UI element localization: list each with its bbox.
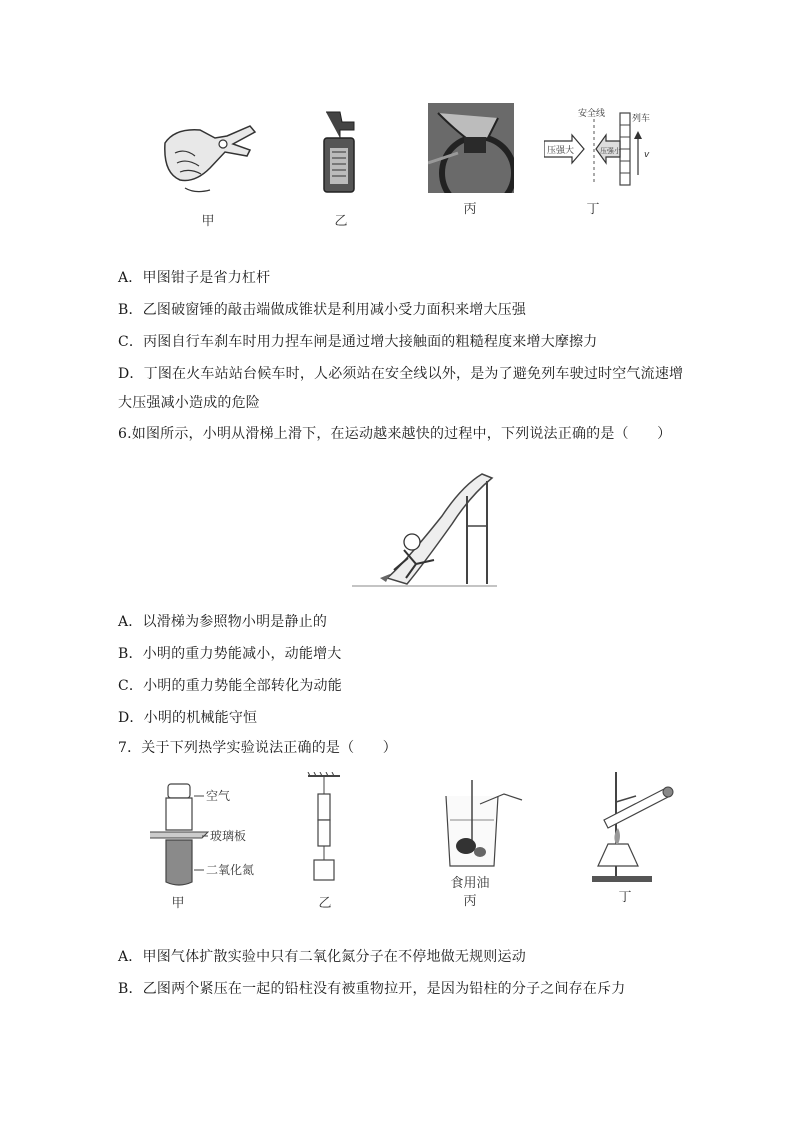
q5-option-c: C．丙图自行车刹车时用力捏车闸是通过增大接触面的粗糙程度来增大摩擦力 <box>118 334 598 350</box>
air-label: 空气 <box>206 789 231 803</box>
low-pressure-label: 压强小 <box>600 147 621 155</box>
train-label: 列车 <box>632 114 651 124</box>
q7-option-b: B．乙图两个紧压在一起的铅柱没有被重物拉开，是因为铅柱的分子之间存在斥力 <box>118 981 626 997</box>
q6-option-a: A．以滑梯为参照物小明是静止的 <box>118 614 328 630</box>
figure-train-station <box>544 105 664 195</box>
q7-option-a: A．甲图气体扩散实验中只有二氧化氮分子在不停地做无规则运动 <box>118 949 526 965</box>
figure-pliers <box>155 108 265 198</box>
figure-beaker-oil <box>440 780 530 870</box>
q6-option-b: B．小明的重力势能减小，动能增大 <box>118 646 342 662</box>
fig-caption-yi: 乙 <box>334 214 348 229</box>
fig-caption-jia-7: 甲 <box>171 896 185 911</box>
q5-option-d-cont: 大压强减小造成的危险 <box>118 395 260 411</box>
q5-option-a: A．甲图钳子是省力杠杆 <box>118 270 271 286</box>
fig-caption-bing-7: 丙 <box>463 894 477 909</box>
figure-bike-brake <box>428 103 514 193</box>
safety-line-label: 安全线 <box>578 109 606 119</box>
figure-hammer <box>318 108 368 198</box>
q6-stem: 6.如图所示，小明从滑梯上滑下，在运动越来越快的过程中，下列说法正确的是（ ） <box>118 426 672 442</box>
figure-lead-cylinders <box>306 772 342 890</box>
fig-caption-yi-7: 乙 <box>318 896 332 911</box>
q5-option-b: B．乙图破窗锤的敲击端做成锥状是利用减小受力面积来增大压强 <box>118 302 527 318</box>
fig-caption-ding: 丁 <box>586 202 600 217</box>
q6-option-c: C．小明的重力势能全部转化为动能 <box>118 678 342 694</box>
velocity-label: v <box>644 150 650 160</box>
high-pressure-label: 压强大 <box>547 146 575 156</box>
glass-plate-label: 玻璃板 <box>210 829 247 843</box>
figure-test-tube-heating <box>586 766 686 886</box>
oil-label: 食用油 <box>450 876 490 891</box>
fig-caption-jia: 甲 <box>201 214 215 229</box>
q6-option-d: D．小明的机械能守恒 <box>118 710 258 726</box>
figure-slide <box>342 466 502 591</box>
q5-option-d: D．丁图在火车站站台候车时，人必须站在安全线以外，是为了避免列车驶过时空气流速增 <box>118 366 684 382</box>
q7-stem: 7．关于下列热学实验说法正确的是（ ） <box>118 740 397 756</box>
fig-caption-ding-7: 丁 <box>618 890 632 905</box>
no2-label: 二氧化氮 <box>206 863 255 877</box>
figure-gas-diffusion <box>150 782 270 892</box>
fig-caption-bing: 丙 <box>463 202 477 217</box>
